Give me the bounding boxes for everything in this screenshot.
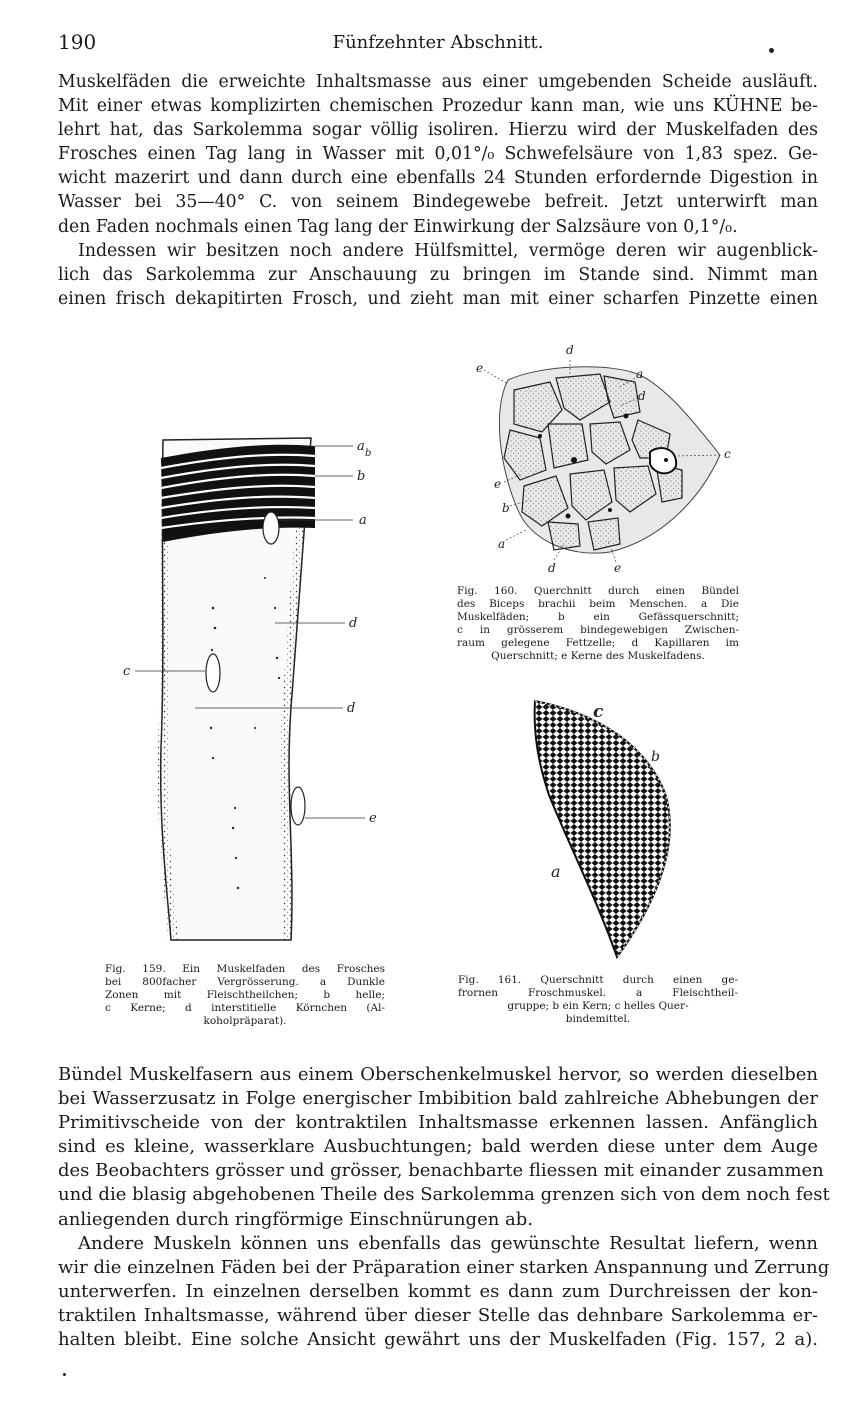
- text-line: Wasser bei 35—40° C. von seinem Bindegewebe befreit. Jetzt unterwirft man: [58, 192, 818, 213]
- caption-line: raum gelegene Fettzelle; d Kapillaren im: [457, 637, 739, 649]
- text-line: den Faden nochmals einen Tag lang der Einwirkung der Salzsäure von 0,1°/₀.: [58, 216, 738, 237]
- label-b: b: [651, 749, 660, 765]
- caption-line: Fig. 159. Ein Muskelfaden des Frosches: [105, 963, 385, 975]
- text-line: Primitivscheide von der kontraktilen Inhaltsmasse erkennen lassen. Anfänglich: [58, 1112, 818, 1134]
- nucleus-a: [263, 512, 279, 544]
- caption-line: c in grösserem bindegewebigen Zwischen-: [457, 624, 739, 636]
- page-number: 190: [58, 30, 97, 54]
- caption-line: c Kerne; d interstitielle Körnchen (Al-: [105, 1002, 385, 1014]
- caption-line: Fig. 160. Querchnitt durch einen Bündel: [457, 585, 739, 597]
- caption-fig-159: [105, 963, 385, 1028]
- figure-161-frozen-muscle: [525, 695, 735, 965]
- label-b-top: b: [365, 448, 372, 459]
- caption-line: koholpräparat).: [203, 1015, 287, 1027]
- figure-159-muscle-fiber: [115, 428, 385, 948]
- text-line: Andere Muskeln können uns ebenfalls das gewünschte Resultat liefern, wenn: [78, 1232, 818, 1254]
- text-line: Indessen wir besitzen noch andere Hülfsmittel, vermöge deren wir augenblick-: [78, 240, 818, 261]
- text-line: anliegenden durch ringförmige Einschnürungen ab.: [58, 1208, 534, 1230]
- paragraph-top: [58, 70, 818, 311]
- text-line: Mit einer etwas komplizirten chemischen Prozedur kann man, wie uns KÜHNE be-: [58, 96, 818, 117]
- caption-line: bei 800facher Vergrösserung. a Dunkle: [105, 976, 385, 988]
- label-c: c: [724, 447, 731, 461]
- caption-fig-161: [458, 974, 738, 1026]
- label-a-right: a: [636, 367, 644, 381]
- caption-line: bindemittel.: [565, 1013, 631, 1025]
- text-line: des Beobachters grösser und grösser, benachbarte fliessen mit einander zusammen: [58, 1160, 824, 1182]
- caption-line: Muskelfäden; b ein Gefässquerschnitt;: [457, 611, 739, 623]
- label-a: a: [359, 513, 367, 528]
- text-line: lich das Sarkolemma zur Anschauung zu bringen im Stande sind. Nimmt man: [58, 264, 818, 285]
- page-header: [58, 30, 818, 56]
- label-e-bottom: e: [614, 561, 622, 575]
- caption-line: Zonen mit Fleischtheilchen; b helle;: [105, 989, 385, 1001]
- text-line: sind es kleine, wasserklare Ausbuchtungen; bald werden diese unter dem Auge: [58, 1136, 818, 1158]
- text-line: Frosches einen Tag lang in Wasser mit 0,01°/₀ Schwefelsäure von 1,83 spez. Ge-: [58, 144, 818, 165]
- label-b: b: [502, 501, 510, 515]
- label-e-mid: e: [494, 477, 502, 491]
- text-line: wicht mazerirt und dann durch eine ebenfalls 24 Stunden erfordernde Digestion in: [58, 168, 818, 189]
- text-line: Bündel Muskelfasern aus einem Oberschenkelmuskel hervor, so werden dieselben: [58, 1064, 818, 1085]
- running-title: Fünfzehnter Abschnitt.: [332, 32, 544, 53]
- label-a: a: [498, 537, 506, 551]
- caption-line: Querschnitt; e Kerne des Muskelfadens.: [491, 650, 705, 662]
- text-line: halten bleibt. Eine solche Ansicht gewährt uns der Muskelfaden (Fig. 157, 2 a).: [58, 1329, 818, 1351]
- label-e-left: e: [476, 361, 484, 375]
- text-line: wir die einzelnen Fäden bei der Präparation einer starken Anspannung und Zerrung: [58, 1256, 830, 1278]
- text-line: unterwerfen. In einzelnen derselben kommt es dann zum Durchreissen der kon-: [58, 1280, 818, 1302]
- text-line: lehrt hat, das Sarkolemma sogar völlig isoliren. Hierzu wird der Muskelfaden des: [58, 120, 818, 141]
- caption-fig-160: [457, 585, 739, 663]
- label-d-top: d: [566, 343, 574, 357]
- text-line: und die blasig abgehobenen Theile des Sarkolemma grenzen sich von dem noch fest: [58, 1184, 830, 1206]
- nucleus-c: [206, 654, 220, 692]
- muscle-section: [535, 701, 670, 957]
- caption-line: Fig. 161. Querschnitt durch einen ge-: [458, 974, 738, 986]
- nucleus-e: [291, 787, 305, 825]
- striation-band: [161, 445, 315, 542]
- speck: [63, 1373, 66, 1376]
- label-b: b: [357, 469, 366, 484]
- caption-line: gruppe; b ein Kern; c helles Quer-: [507, 1000, 689, 1012]
- label-e: e: [369, 811, 377, 826]
- text-line: Muskelfäden die erweichte Inhaltsmasse aus einer umgebenden Scheide ausläuft.: [58, 72, 818, 92]
- paragraph-bottom: [58, 1063, 830, 1352]
- label-d1: d: [349, 616, 358, 631]
- label-d-right: d: [638, 389, 646, 403]
- label-a-top: a: [357, 439, 365, 454]
- text-line: bei Wasserzusatz in Folge energischer Imbibition bald zahlreiche Abhebungen der: [58, 1088, 818, 1110]
- text-line: traktilen Inhaltsmasse, während über dieser Stelle das dehnbare Sarkolemma er-: [58, 1304, 818, 1326]
- label-d-bottom: d: [548, 561, 556, 575]
- text-line: einen frisch dekapitirten Frosch, und zieht man mit einer scharfen Pinzette einen: [58, 288, 818, 309]
- label-c: c: [123, 664, 131, 679]
- caption-line: des Biceps brachii beim Menschen. a Die: [457, 598, 739, 610]
- label-d2: d: [347, 701, 356, 716]
- fat-cell: [650, 448, 676, 473]
- label-a: a: [551, 862, 561, 881]
- speck: [769, 48, 774, 53]
- caption-line: frornen Froschmuskel. a Fleischtheil-: [458, 987, 738, 999]
- figure-160-cross-section: [470, 340, 740, 580]
- label-c: c: [593, 702, 604, 722]
